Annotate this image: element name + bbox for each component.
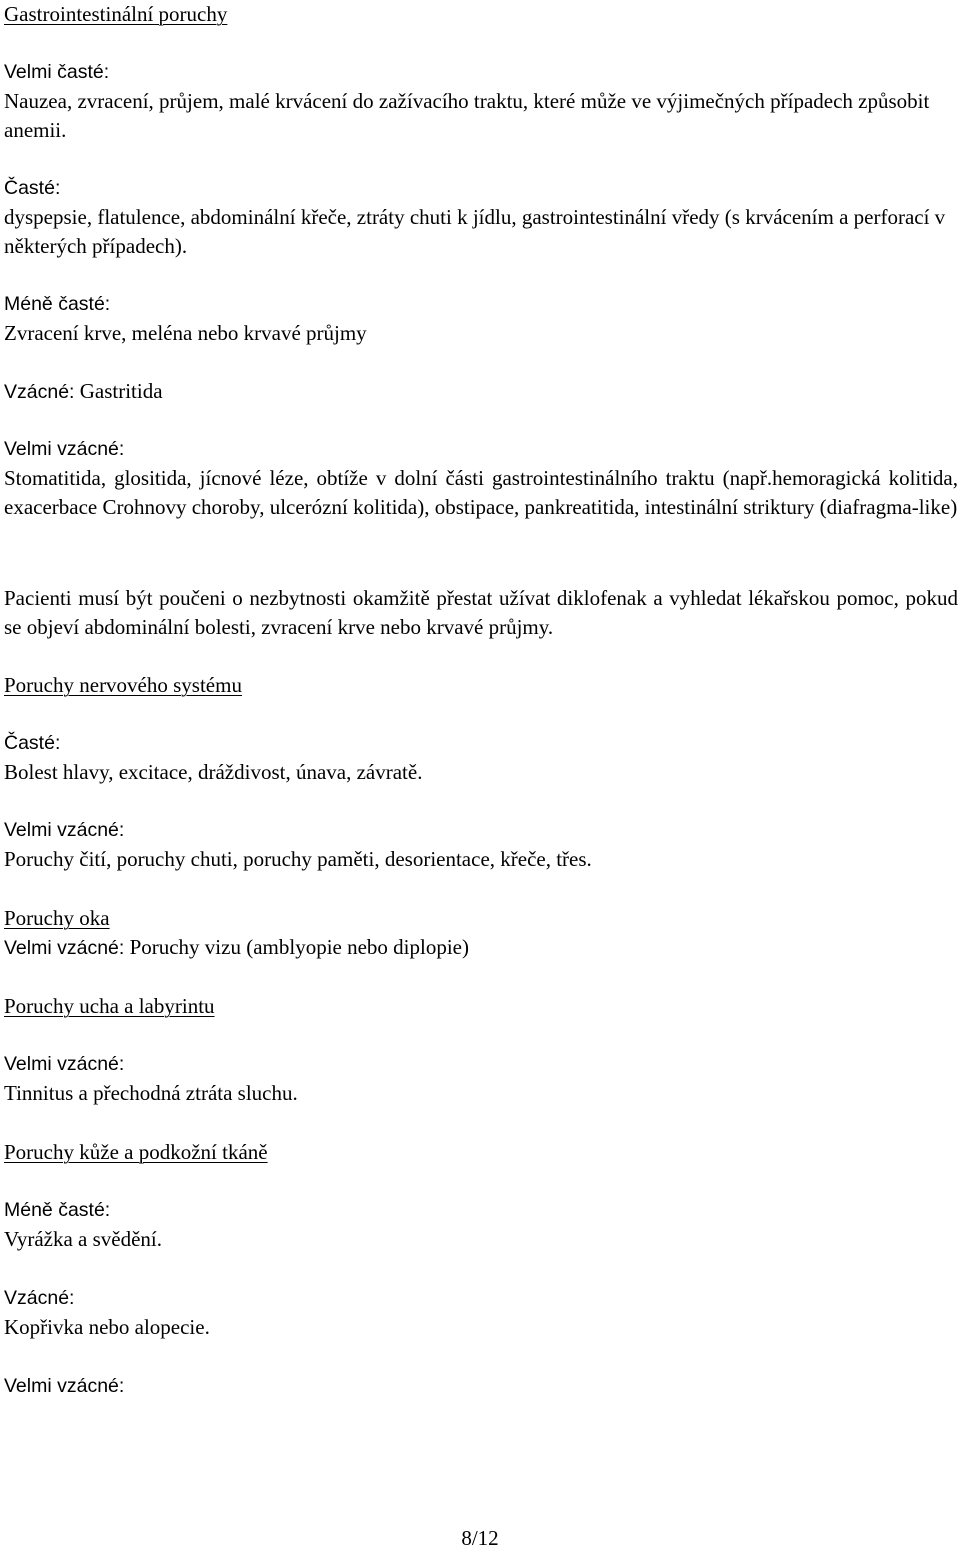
frequency-label-very-rare: Velmi vzácné:: [4, 937, 125, 959]
frequency-label-uncommon: Méně časté:: [4, 293, 111, 315]
frequency-label-very-rare: Velmi vzácné:: [4, 1375, 125, 1397]
eye-very-rare-line: [4, 933, 958, 963]
section-heading-skin: Poruchy kůže a podkožní tkáně: [4, 1140, 268, 1164]
frequency-label-very-common: Velmi časté:: [4, 61, 110, 83]
frequency-label-rare: Vzácné:: [4, 1287, 75, 1309]
gi-uncommon-text: Zvracení krve, meléna nebo krvavé průjmy: [4, 321, 367, 345]
gi-rare-line: [4, 377, 958, 407]
gi-very-rare-text: Stomatitida, glositida, jícnové léze, obtíže v dolní části gastrointestinálního traktu (např.hemoragická kolitida, exacerbace Crohnovy choroby, ulcerózní kolitida), obstipace, pankreatitida, intestinální striktury (diafragma-like): [4, 466, 958, 519]
skin-rare-text: Kopřivka nebo alopecie.: [4, 1315, 210, 1339]
gi-common-text: dyspepsie, flatulence, abdominální křeče, ztráty chuti k jídlu, gastrointestinální vředy (s krvácením a perforací v některých případech).: [4, 205, 946, 258]
frequency-label-uncommon: Méně časté:: [4, 1199, 111, 1221]
section-heading-ear: Poruchy ucha a labyrintu: [4, 994, 215, 1018]
section-heading-eye: Poruchy oka: [4, 906, 110, 930]
nervous-very-rare-text: Poruchy čití, poruchy chuti, poruchy paměti, desorientace, křeče, třes.: [4, 847, 592, 871]
frequency-label-very-rare: Velmi vzácné:: [4, 819, 125, 841]
frequency-label-very-rare: Velmi vzácné:: [4, 1053, 125, 1075]
gi-warning-paragraph: Pacienti musí být poučeni o nezbytnosti okamžitě přestat užívat diklofenak a vyhledat lékařskou pomoc, pokud se objeví abdominální bolesti, zvracení krve nebo krvavé průjmy.: [4, 586, 958, 639]
eye-very-rare-text: Poruchy vizu (amblyopie nebo diplopie): [129, 935, 469, 959]
frequency-label-very-rare: Velmi vzácné:: [4, 438, 125, 460]
frequency-label-common: Časté:: [4, 732, 61, 754]
ear-very-rare-text: Tinnitus a přechodná ztráta sluchu.: [4, 1081, 298, 1105]
section-heading-nervous-system: Poruchy nervového systému: [4, 673, 242, 697]
section-heading-gastrointestinal: Gastrointestinální poruchy: [4, 2, 228, 26]
page-number: 8/12: [461, 1526, 499, 1550]
frequency-label-rare: Vzácné:: [4, 381, 75, 403]
gi-very-common-text: Nauzea, zvracení, průjem, malé krvácení do zažívacího traktu, které může ve výjimečných případech způsobit anemii.: [4, 89, 930, 142]
skin-uncommon-text: Vyrážka a svědění.: [4, 1227, 163, 1251]
nervous-common-text: Bolest hlavy, excitace, dráždivost, únava, závratě.: [4, 760, 423, 784]
gi-rare-text: Gastritida: [79, 379, 163, 403]
frequency-label-common: Časté:: [4, 177, 61, 199]
